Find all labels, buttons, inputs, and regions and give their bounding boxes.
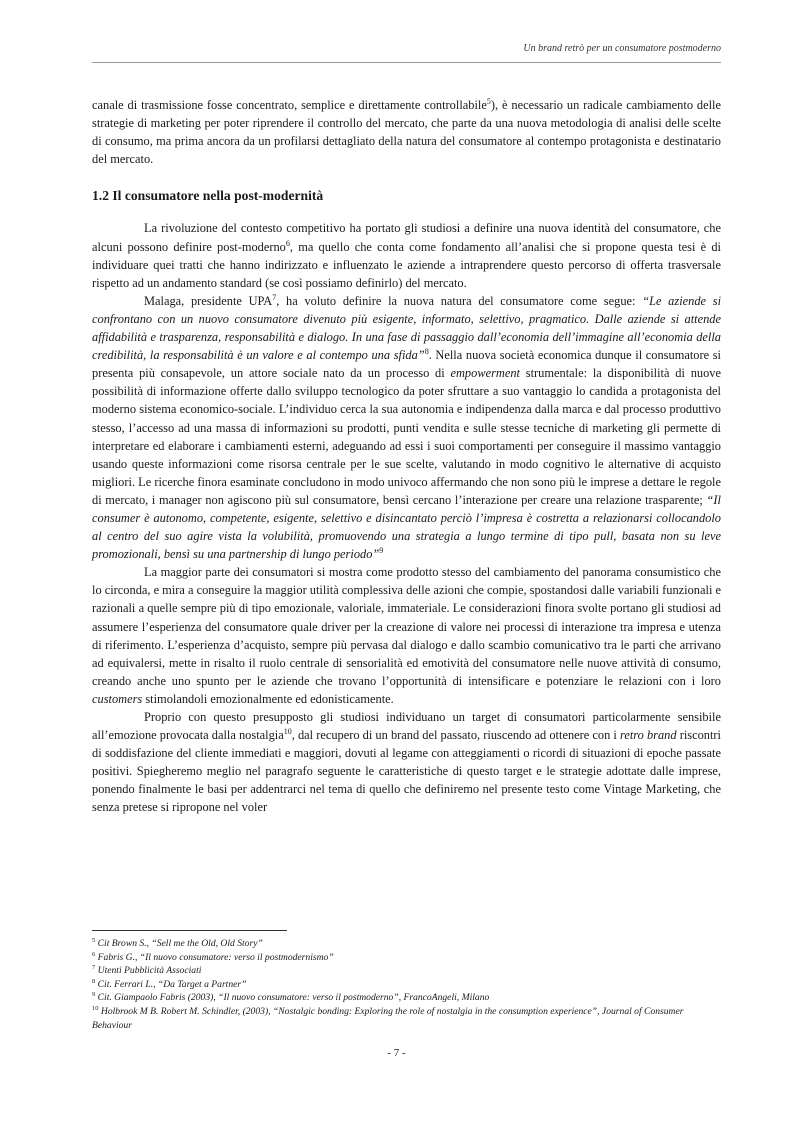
paragraph-continuation [92, 96, 721, 168]
footnote-number: 10 [92, 1004, 99, 1012]
quote: “Le aziende si confrontano con un nuovo consumatore divenuto più esigente, informato, selettivo, pragmatico. Dalle aziende si attende affidabilità e trasparenza, responsabilità e dialogo. In una fase di passaggio dall’economia dell’immagine all’economia della credibilità, la responsabilità è un valore e al contempo una sfida” [92, 293, 722, 363]
paragraph [92, 708, 721, 817]
quote: “Il consumer è autonomo, competente, esigente, selettivo e disincantato perciò l’impresa è costretta a relazionarsi collocandolo al centro del suo agire vista la volubilità, promuovendo una strategia a lungo termine di tipo pull, basata non su leve promozionali, bensì su una partnership di lungo periodo” [92, 492, 721, 562]
emphasis: retro brand [619, 728, 677, 743]
text-run: canale di trasmissione fosse concentrato, semplice e direttamente controllabile [92, 98, 487, 112]
footnote [92, 978, 721, 992]
footnote [92, 937, 721, 951]
footnote [92, 991, 721, 1005]
footnote [92, 964, 721, 978]
footnote-text: Holbrook M B. Robert M. Schindler, (2003), “Nostalgic bonding: Exploring the role of nostalgia in the consumption experience”, Journal of Consumer Behaviour [92, 1005, 684, 1031]
footnote-ref[interactable]: 10 [283, 726, 292, 736]
footnote-rule [92, 930, 287, 931]
footnote-ref[interactable]: 9 [379, 546, 384, 556]
text-run: La rivoluzione del contesto competitivo ha portato gli studiosi a definire una nuova identità del consumatore, che alcuni possono definire post-moderno [92, 221, 721, 254]
text-run: Malaga, presidente UPA [144, 293, 273, 308]
footnote-ref[interactable]: 6 [285, 238, 290, 248]
footnote-text: Fabris G., “Il nuovo consumatore: verso il postmodernismo” [97, 951, 334, 963]
text-run: , dal recupero di un brand del passato, riuscendo ad ottenere con i [291, 728, 620, 743]
emphasis: empowerment [450, 366, 520, 381]
text-run: , ma quello che conta come fondamento all’analisi che si propone questa tesi è di individuare quei tratti che hanno indirizzato e influenzato le aziende a intraprendere questo percorso di offerta trasversale rispetto ad un andamento standard (se così possiamo definirlo) del mercato. [92, 239, 722, 290]
footnote-text: Cit Brown S., “Sell me the Old, Old Story” [97, 938, 263, 949]
text-run: , ha voluto definire la nuova natura del consumatore come segue: [276, 293, 643, 308]
footnote-ref[interactable]: 5 [486, 96, 491, 106]
paragraph [92, 563, 721, 708]
text-run: strumentale: la disponibilità di nuove possibilità di informazione offerte dallo sviluppo tecnologico da poter sfruttare a suo vantaggio lo candida a protagonista del moderno sistema economico-sociale. L’individuo cerca la sua autonomia e indipendenza dalla marca e dal processo produttivo stesso, l’accesso ad una massa di informazioni su prodotti, punti vendita e sulle stesse tecniche di marketing gli permette di interpretare ed elaborare i cambiamenti esterni, adeguando ad essi i suoi comportamenti per conseguire il massimo vantaggio usando queste informazioni come risorsa centrale per le sue scelte, valutando in modo cognitivo le alternative di acquisto migliori. Le ricerche finora esaminate concludono in modo univoco affermando che non sono più le imprese a dettare le regole di mercato, i manager non agiscono più sul consumatore, bensì cercano l’interazione per creare una relazione trasparente; [92, 366, 721, 507]
text-run: riscontri di soddisfazione del cliente immediati e maggiori, dovuti al legame con atteggiamenti o ricordi di situazioni di epoche passate positivi. Spiegheremo meglio nel paragrafo seguente le caratteristiche di questo target e le strategie adottate dalle imprese, ponendo finalmente le basi per addentrarci nel tema di quello che definiremo nel presente testo come Vintage Marketing, che senza pretese si ripropone nel voler [92, 728, 721, 815]
footnote [92, 951, 721, 965]
footnote [92, 1005, 721, 1032]
emphasis: customers [92, 691, 143, 706]
footnote-number: 7 [92, 964, 96, 971]
page-number: - 7 - [387, 1047, 406, 1059]
footnote-number: 9 [92, 991, 96, 999]
footnotes [92, 937, 721, 1032]
section-heading: 1.2 Il consumatore nella post-modernità [92, 188, 324, 204]
footnote-text: Utenti Pubblicità Associati [97, 965, 202, 977]
text-run: Proprio con questo presupposto gli studiosi individuano un target di consumatori particolarmente sensibile all’emozione provocata dalla nostalgia [92, 710, 721, 743]
text-run: La maggior parte dei consumatori si mostra come prodotto stesso del cambiamento del panorama consumistico che lo circonda, e mira a conseguire la maggior utilità complessiva delle azioni che compie, spostandosi dalle variabili funzionali e razionali a quelle sempre più di tipo emozionale, valoriale, immateriale. Le considerazioni finora svolte portano gli studiosi ad assumere l’esperienza del consumatore quale driver per la creazione di valore nei processi di interazione tra impresa e utenza di riferimento. L’esperienza d’acquisto, sempre più pervasa dal dialogo e dallo scambio comunicativo tra le parti che arrivano ad equivalersi, mette in risalto il ruolo centrale di sensorialità ed emotività del consumatore nelle nuove attività di consumo, creando anche uno spunto per le aziende che trovano l’opportunità di intensificare e potenziare le relazioni con i loro [92, 565, 721, 688]
body-text [92, 96, 721, 817]
footnote-ref[interactable]: 8 [424, 347, 429, 356]
footnote-number: 6 [92, 950, 96, 958]
running-header: Un brand retrò per un consumatore postmoderno [523, 43, 721, 54]
footnote-text: Cit. Ferrari L., “Da Target a Partner” [97, 978, 247, 990]
header-rule [92, 62, 721, 63]
text-run: ), è necessario un radicale cambiamento delle strategie di marketing per poter riprendere il controllo del mercato, che parte da una nuova metodologia di analisi delle scelte di consumo, ma prima ancora da un profilarsi dettagliato della natura del consumatore al contempo protagonista e destinatario del mercato. [92, 98, 721, 167]
footnote-number: 5 [92, 936, 96, 944]
paragraph [92, 219, 721, 291]
text-run: stimolandoli emozionalmente ed edonisticamente. [142, 691, 394, 706]
paragraph [92, 292, 721, 563]
footnote-ref[interactable]: 7 [272, 292, 277, 302]
footnote-number: 8 [92, 977, 96, 985]
footnote-text: Cit. Giampaolo Fabris (2003), “Il nuovo consumatore: verso il postmoderno”, FrancoAngeli, Milano [97, 992, 490, 1004]
text-run: . Nella nuova società economica dunque il consumatore si presenta più consapevole, un attore sociale nato da un processo di [92, 348, 721, 381]
